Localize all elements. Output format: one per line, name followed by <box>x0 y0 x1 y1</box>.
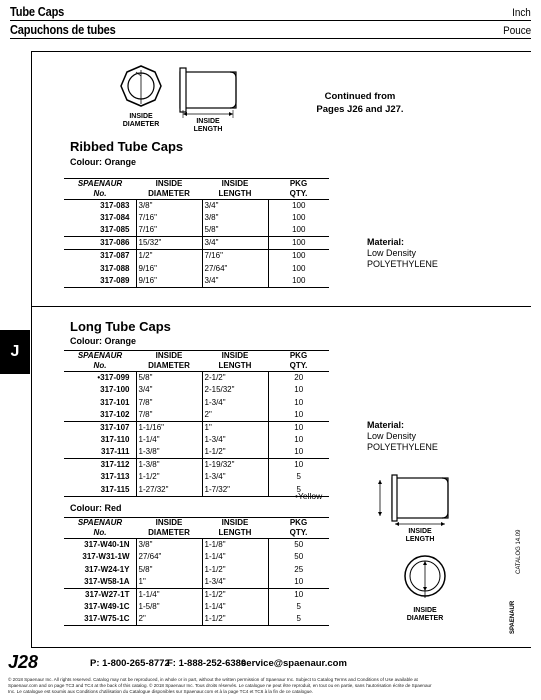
cell-part-number: 317-113 <box>64 471 136 483</box>
cell-inside-length: 1-1/4" <box>202 551 268 563</box>
table-row <box>64 224 329 237</box>
material-line-1: Low Density <box>367 248 417 258</box>
cell-inside-diameter: 1-3/8" <box>136 446 202 459</box>
legal-text: © 2018 Spaenaur Inc. All rights reserved. Catalog may not be reproduced, in whole or in part, without the written permission of Spaenaur Inc. Subject to Catalog Terms and Conditions of Use available at Spaenaur.com and on page TC3 and TC4 at the back of this catalog. © 2018 Spaenaur Inc. Tous droits réservés. Le catalogue ne peut être reproduit, en tout ou en partie, sans l'autorisation écrite de Spaenaur Inc. Le catalogue est soumis aux Conditions d'utilisation du Catalogue disponibles sur Spaenaur.com et à la page TC4 et TC6 à la fin de ce catalogue. <box>8 677 432 694</box>
table-row <box>64 275 329 288</box>
cell-part-number: 317-W58-1A <box>64 576 136 589</box>
footer-email[interactable]: service@spaenaur.com <box>241 658 347 669</box>
header-qty: PKG QTY. <box>268 179 329 200</box>
cell-inside-diameter: 1-1/16" <box>136 421 202 434</box>
yellow-note: •Yellow <box>295 491 323 501</box>
cell-part-number: 317-087 <box>64 250 136 263</box>
table-header-row <box>64 518 329 539</box>
header-qty: PKG QTY. <box>268 351 329 372</box>
ribbed-table-body <box>64 200 329 288</box>
header-length: INSIDE LENGTH <box>202 179 268 200</box>
cell-part-number: 317-W75-1C <box>64 613 136 626</box>
table-header-row <box>64 351 329 372</box>
cell-inside-diameter: 1-27/32" <box>136 484 202 497</box>
cell-pkg-qty: 100 <box>268 237 329 250</box>
header-length: INSIDE LENGTH <box>202 518 268 539</box>
cell-inside-diameter: 7/8" <box>136 409 202 422</box>
table-row <box>64 459 329 472</box>
material-label: Material: <box>367 237 405 247</box>
cell-pkg-qty: 10 <box>294 434 304 444</box>
ribbed-title: Ribbed Tube Caps <box>70 139 184 154</box>
cell-part-number: 317-W24-1Y <box>64 563 136 575</box>
cell-inside-length: 1-3/4" <box>202 471 268 483</box>
cell-inside-length: 1-1/2" <box>202 446 268 459</box>
cell-part-number: 317-086 <box>64 237 136 250</box>
cell-inside-diameter: 2" <box>136 613 202 626</box>
cell-pkg-qty: 100 <box>268 275 329 288</box>
cell-inside-diameter: 1-1/4" <box>136 588 202 601</box>
page-number: J28 <box>8 652 39 672</box>
cell-pkg-qty: 5 <box>296 472 301 482</box>
cell-pkg-qty: 10 <box>294 385 304 395</box>
cell-part-number: 317-115 <box>64 484 136 497</box>
title-fr: Capuchons de tubes <box>10 22 116 37</box>
ribbed-diameter-label-1: INSIDE <box>129 113 153 120</box>
cell-part-number: 317-101 <box>64 396 136 408</box>
red-colour: Colour: Red <box>70 503 122 513</box>
cell-inside-length: 2" <box>202 409 268 422</box>
table-row <box>64 576 329 589</box>
cell-inside-diameter: 1-3/8" <box>136 459 202 472</box>
cell-inside-length: 5/8" <box>202 224 268 237</box>
table-row <box>64 588 329 601</box>
cell-pkg-qty: 10 <box>268 446 329 459</box>
table-row <box>64 237 329 250</box>
cell-part-number: 317-112 <box>64 459 136 472</box>
cell-pkg-qty: 100 <box>292 251 306 261</box>
long-cap-side-diagram <box>372 470 472 545</box>
header-part: SPAENAUR No. <box>64 351 136 372</box>
cell-inside-length: 1-3/4" <box>202 396 268 408</box>
cell-part-number: 317-085 <box>64 224 136 237</box>
long-length-label-1: INSIDE <box>408 528 432 535</box>
cell-inside-diameter: 7/16" <box>136 212 202 224</box>
panel-top-border <box>31 51 531 52</box>
ribbed-colour: Colour: Orange <box>70 157 137 167</box>
cell-inside-diameter: 1-1/2" <box>136 471 202 483</box>
cell-inside-diameter: 9/16" <box>136 275 202 288</box>
long-colour: Colour: Orange <box>70 336 137 346</box>
ribbed-cap-diagram <box>108 60 268 135</box>
cell-inside-diameter: 9/16" <box>136 262 202 274</box>
long-table <box>64 350 329 497</box>
cell-inside-length: 1-1/2" <box>202 588 268 601</box>
ribbed-length-label-2: LENGTH <box>193 126 223 133</box>
title-en: Tube Caps <box>10 4 65 19</box>
table-row <box>64 212 329 224</box>
brand-vertical: SPAENAUR <box>510 600 516 634</box>
material-label: Material: <box>367 420 405 430</box>
long-diameter-label-2: DIAMETER <box>406 615 444 622</box>
table-row <box>64 551 329 563</box>
cell-inside-length: 2-1/2" <box>202 372 268 385</box>
long-table-body <box>64 372 329 497</box>
cell-inside-length: 1-1/2" <box>202 563 268 575</box>
table-row <box>64 563 329 575</box>
header-diameter: INSIDE DIAMETER <box>136 179 202 200</box>
cell-inside-length: 1-1/2" <box>202 613 268 626</box>
cell-inside-length: 1-7/32" <box>202 484 268 497</box>
cell-part-number: 317-W40-1N <box>64 539 136 552</box>
panel-left-border <box>31 51 32 647</box>
ribbed-table <box>64 178 329 288</box>
table-row <box>64 421 329 434</box>
panel-bottom-border <box>31 647 531 648</box>
cell-inside-diameter: 1" <box>136 576 202 589</box>
cell-part-number: •317-099 <box>64 372 136 385</box>
ribbed-diameter-label-2: DIAMETER <box>122 121 160 128</box>
cell-part-number: 317-110 <box>64 434 136 446</box>
footer-phone: P: 1-800-265-8772 <box>90 658 170 669</box>
cell-part-number: 317-088 <box>64 262 136 274</box>
table-row <box>64 471 329 483</box>
table-row <box>64 434 329 446</box>
continued-line-2: Pages J26 and J27. <box>316 104 404 115</box>
cell-inside-length: 1" <box>202 421 268 434</box>
cell-pkg-qty: 25 <box>294 564 304 574</box>
cell-inside-length: 27/64" <box>202 262 268 274</box>
ribbed-material <box>367 237 438 270</box>
header-qty: PKG QTY. <box>268 518 329 539</box>
cell-pkg-qty: 10 <box>294 422 304 432</box>
cell-pkg-qty: 20 <box>294 373 304 382</box>
header-diameter: INSIDE DIAMETER <box>136 518 202 539</box>
cell-pkg-qty: 100 <box>292 263 306 273</box>
cell-inside-length: 1-19/32" <box>202 459 268 472</box>
table-row <box>64 539 329 552</box>
cell-inside-length: 3/4" <box>202 200 268 213</box>
cell-pkg-qty: 10 <box>268 409 329 422</box>
cell-inside-diameter: 15/32" <box>136 237 202 250</box>
material-line-2: POLYETHYLENE <box>367 442 438 452</box>
cell-part-number: 317-W31-1W <box>64 551 136 563</box>
cell-inside-diameter: 1-5/8" <box>136 601 202 613</box>
cell-part-number: 317-083 <box>64 200 136 213</box>
table-row <box>64 384 329 396</box>
cell-inside-diameter: 27/64" <box>136 551 202 563</box>
long-material <box>367 420 438 453</box>
footer-fax: F: 1-888-252-6380 <box>167 658 247 669</box>
cell-part-number: 317-W49-1C <box>64 601 136 613</box>
cell-inside-diameter: 3/8" <box>136 200 202 213</box>
continued-note <box>290 90 430 116</box>
table-row <box>64 409 329 422</box>
ribbed-cap-end-view <box>121 66 161 106</box>
cell-inside-length: 2-15/32" <box>202 384 268 396</box>
table-row <box>64 372 329 385</box>
cell-inside-diameter: 7/8" <box>136 396 202 408</box>
continued-line-1: Continued from <box>324 91 396 102</box>
cell-inside-length: 3/8" <box>202 212 268 224</box>
table-row <box>64 200 329 213</box>
table-row <box>64 613 329 626</box>
cell-inside-diameter: 3/8" <box>136 539 202 552</box>
header-length: INSIDE LENGTH <box>202 351 268 372</box>
long-length-label-2: LENGTH <box>405 536 435 543</box>
long-diameter-label-1: INSIDE <box>413 607 437 614</box>
cell-part-number: 317-089 <box>64 275 136 288</box>
cell-inside-diameter: 1/2" <box>136 250 202 263</box>
cell-part-number: 317-102 <box>64 409 136 422</box>
cell-pkg-qty: 10 <box>294 397 304 407</box>
cell-part-number: 317-111 <box>64 446 136 459</box>
header-part: SPAENAUR No. <box>64 179 136 200</box>
table-row <box>64 262 329 274</box>
cell-inside-length: 3/4" <box>202 237 268 250</box>
cell-inside-diameter: 3/4" <box>136 384 202 396</box>
table-row <box>64 446 329 459</box>
ribbed-length-label-1: INSIDE <box>196 118 220 125</box>
cell-pkg-qty: 5 <box>268 484 329 497</box>
table-row <box>64 396 329 408</box>
long-cap-end-diagram <box>380 550 470 628</box>
ribbed-cap-side-view <box>180 68 236 118</box>
cell-pkg-qty: 50 <box>294 540 304 549</box>
cell-part-number: 317-W27-1T <box>64 588 136 601</box>
unit-en: Inch <box>512 7 531 19</box>
cell-pkg-qty: 10 <box>268 576 329 589</box>
long-title: Long Tube Caps <box>70 319 171 334</box>
cell-inside-length: 1-1/4" <box>202 601 268 613</box>
cell-inside-length: 1-3/4" <box>202 576 268 589</box>
cell-inside-length: 1-3/4" <box>202 434 268 446</box>
cell-inside-diameter: 5/8" <box>136 372 202 385</box>
cell-inside-length: 7/16" <box>202 250 268 263</box>
cell-part-number: 317-107 <box>64 421 136 434</box>
header-part: SPAENAUR No. <box>64 518 136 539</box>
header-diameter: INSIDE DIAMETER <box>136 351 202 372</box>
cell-pkg-qty: 10 <box>294 589 304 599</box>
cell-pkg-qty: 100 <box>292 213 306 223</box>
header-rule-2 <box>10 38 531 39</box>
table-row <box>64 601 329 613</box>
cell-part-number: 317-100 <box>64 384 136 396</box>
cell-part-number: 317-084 <box>64 212 136 224</box>
red-table-body <box>64 539 329 626</box>
cell-inside-diameter: 7/16" <box>136 224 202 237</box>
unit-fr: Pouce <box>502 25 531 37</box>
cell-pkg-qty: 5 <box>296 601 301 611</box>
cell-pkg-qty: 100 <box>292 201 306 210</box>
cell-inside-diameter: 1-1/4" <box>136 434 202 446</box>
red-table <box>64 517 329 626</box>
panel-divider <box>31 306 531 307</box>
catalog-code: CATALOG 14.09 <box>516 529 522 574</box>
table-row <box>64 250 329 263</box>
table-header-row <box>64 179 329 200</box>
table-row <box>64 484 329 497</box>
cell-pkg-qty: 10 <box>294 460 304 470</box>
material-line-1: Low Density <box>367 431 417 441</box>
cell-pkg-qty: 100 <box>268 224 329 237</box>
cell-pkg-qty: 5 <box>268 613 329 626</box>
cell-inside-diameter: 5/8" <box>136 563 202 575</box>
material-line-2: POLYETHYLENE <box>367 259 438 269</box>
cell-inside-length: 1-1/8" <box>202 539 268 552</box>
cell-pkg-qty: 50 <box>294 552 304 562</box>
cell-inside-length: 3/4" <box>202 275 268 288</box>
header-rule-1 <box>10 20 531 21</box>
section-tab: J <box>0 330 30 374</box>
